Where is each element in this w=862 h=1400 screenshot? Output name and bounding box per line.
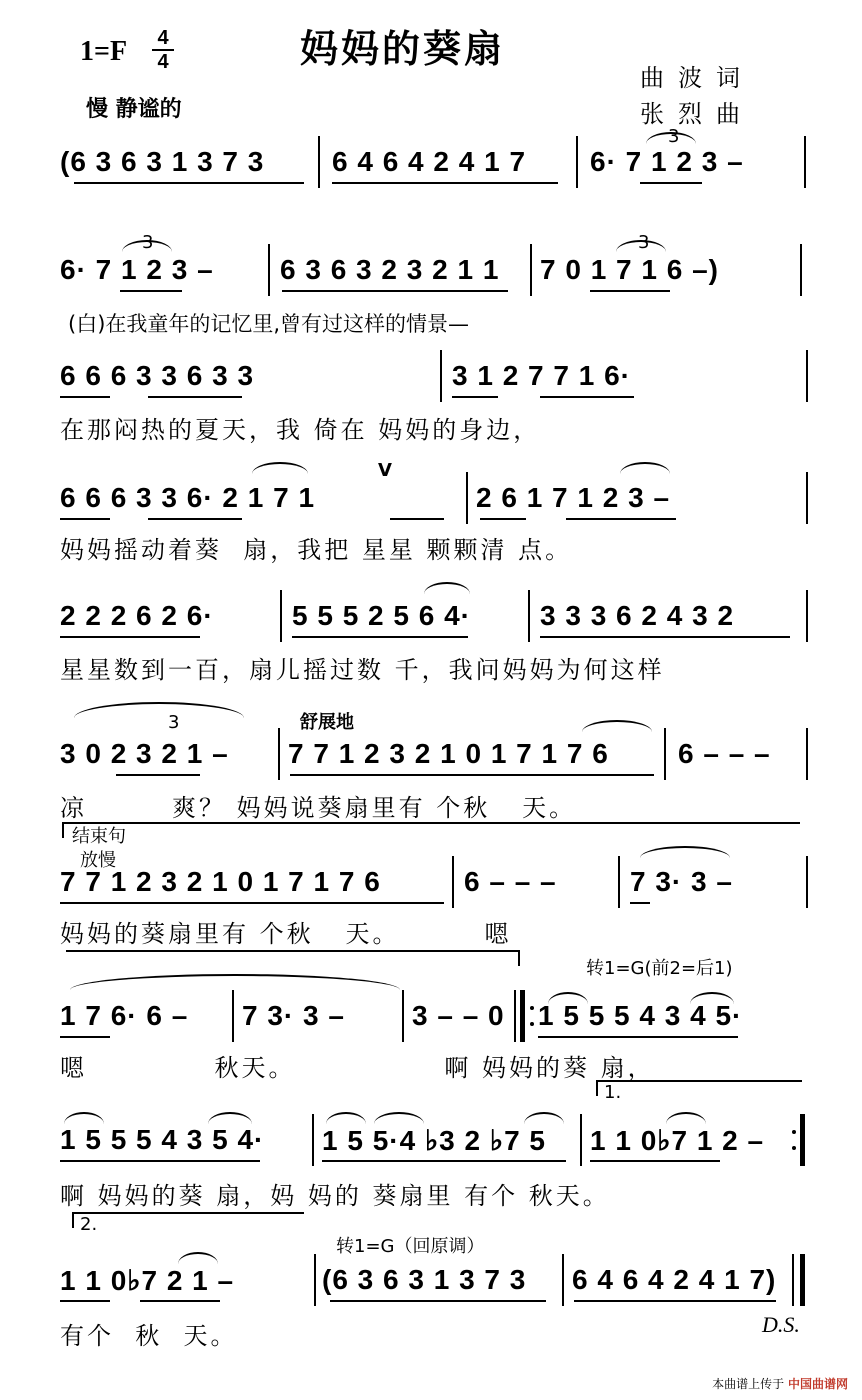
slur xyxy=(666,1112,706,1124)
dal-segno: D.S. xyxy=(762,1312,800,1337)
repeat-dot xyxy=(530,1006,534,1010)
lyric-line-2: 妈妈摇动着葵 扇，我把 星星 颗颗清 点。 xyxy=(60,536,573,564)
breath-mark: V xyxy=(378,460,392,481)
measure-chorus-1: 1 5 5 5 4 3 4 5· xyxy=(538,1000,743,1031)
underline xyxy=(590,290,670,292)
measure-tail-1: 1 7 6· 6 – xyxy=(60,1000,189,1031)
score-row-10 xyxy=(60,1264,820,1304)
measure-verse-4: 2 6 1 7 1 2 3 – xyxy=(476,482,671,513)
underline xyxy=(60,1160,260,1162)
slur xyxy=(582,720,652,732)
slur xyxy=(208,1112,252,1124)
measure-intro-4: 6· 7 1 2 3 – xyxy=(60,254,214,285)
barline xyxy=(806,350,808,402)
barline xyxy=(664,728,666,780)
barline xyxy=(792,1254,794,1306)
slow-down-label: 放慢 xyxy=(80,850,116,871)
slur xyxy=(326,1112,366,1124)
measure-intro-5: 6 3 6 3 2 3 2 1 1 xyxy=(280,254,500,285)
repeat-end xyxy=(800,1114,805,1166)
key-signature: 1=F xyxy=(80,36,128,67)
underline xyxy=(120,290,182,292)
bracket-tick xyxy=(518,950,520,966)
measure-verse-10: 6 – – – xyxy=(678,738,771,769)
underline xyxy=(538,1036,738,1038)
measure-verse-5: 2 2 2 6 2 6· xyxy=(60,600,214,631)
underline xyxy=(60,518,110,520)
barline xyxy=(514,990,516,1042)
measure-outro-1: (6 3 6 3 1 3 7 3 xyxy=(322,1264,527,1295)
slur xyxy=(252,462,308,474)
measure-intro-6: 7 0 1 7 1 6 –) xyxy=(540,254,720,285)
underline xyxy=(330,1300,546,1302)
triplet-mark: 3 xyxy=(638,232,650,253)
underline xyxy=(332,182,558,184)
modulation-mark: 转1=G(前2=后1) xyxy=(586,958,733,979)
underline xyxy=(292,636,468,638)
barline xyxy=(806,472,808,524)
measure-verse-2: 3 1 2 7 7 1 6· xyxy=(452,360,632,391)
score-row-9 xyxy=(60,1124,820,1164)
barline xyxy=(466,472,468,524)
triplet-mark: 3 xyxy=(668,126,680,147)
measure-outro-2: 6 4 6 4 2 4 1 7) xyxy=(572,1264,777,1295)
lyric-line-8: 有个 秋 天。 xyxy=(60,1322,727,1350)
underline xyxy=(590,1160,720,1162)
ending-bracket-end xyxy=(66,950,520,966)
underline xyxy=(148,518,242,520)
barline xyxy=(528,590,530,642)
barline xyxy=(576,136,578,188)
underline xyxy=(74,182,304,184)
underline xyxy=(540,396,634,398)
measure-intro-2: 6 4 6 4 2 4 1 7 xyxy=(332,146,527,177)
lyric-line-5: 妈妈的葵扇里有 个秋 天。 嗯 xyxy=(60,920,512,948)
underline xyxy=(452,396,498,398)
slur xyxy=(690,992,734,1004)
volta-1-label: 1. xyxy=(604,1082,622,1103)
barline xyxy=(800,244,802,296)
barline xyxy=(580,1114,582,1166)
site-watermark xyxy=(712,1375,848,1392)
slur xyxy=(524,1112,564,1124)
underline xyxy=(574,1300,776,1302)
barline xyxy=(318,136,320,188)
underline xyxy=(282,290,508,292)
watermark-site: 中国曲谱网 xyxy=(787,1377,848,1391)
score-row-1 xyxy=(60,146,820,186)
measure-volta-2: 1 1 0♭7 2 1 – xyxy=(60,1265,235,1296)
barline xyxy=(312,1114,314,1166)
underline xyxy=(60,636,200,638)
slur xyxy=(424,582,470,594)
tempo-marking: 慢 静谧的 xyxy=(86,97,182,122)
measure-verse-8: 3 0 2 3 2 1 – xyxy=(60,738,229,769)
barline xyxy=(440,350,442,402)
score-row-2 xyxy=(60,254,820,294)
barline xyxy=(402,990,404,1042)
triplet-mark: 3 xyxy=(168,712,180,733)
lyric-line-7: 啊 妈妈的葵 扇，妈 妈的 葵扇里 有个 秋天。 xyxy=(60,1182,610,1210)
score-row-5 xyxy=(60,600,820,640)
measure-intro-1: (6 3 6 3 1 3 7 3 xyxy=(60,146,265,177)
measure-ending-3: 7 3· 3 – xyxy=(630,866,733,897)
lyric-line-6: 嗯 秋天。 啊 妈妈的葵 扇， xyxy=(60,1054,655,1082)
measure-verse-6: 5 5 5 2 5 6 4· xyxy=(292,600,472,631)
underline xyxy=(390,518,444,520)
measure-verse-1: 6 6 6 3 3 6 3 3 xyxy=(60,360,255,391)
measure-verse-9: 7 7 1 2 3 2 1 0 1 7 1 7 6 xyxy=(288,738,609,769)
repeat-dot xyxy=(792,1146,796,1150)
score-row-6 xyxy=(60,738,820,778)
barline xyxy=(268,244,270,296)
volta-1-bracket xyxy=(596,1080,802,1096)
measure-ending-1: 7 7 1 2 3 2 1 0 1 7 1 7 6 xyxy=(60,866,381,897)
underline xyxy=(566,518,676,520)
score-row-4 xyxy=(60,482,820,522)
measure-verse-7: 3 3 3 6 2 4 3 2 xyxy=(540,600,735,631)
underline xyxy=(60,1300,110,1302)
underline xyxy=(322,1160,566,1162)
expression-relaxed: 舒展地 xyxy=(300,712,354,733)
measure-chorus-3: 1 5 5·4 ♭3 2 ♭7 5 xyxy=(322,1125,546,1156)
return-key-mark: 转1=G（回原调） xyxy=(336,1236,485,1257)
barline xyxy=(804,136,806,188)
lyric-line-4: 凉 爽？ 妈妈说葵扇里有 个秋 天。 xyxy=(60,794,577,822)
meter-bottom: 4 xyxy=(157,51,169,73)
slur xyxy=(74,702,244,718)
underline xyxy=(60,902,444,904)
slur xyxy=(374,1112,424,1124)
song-title: 妈妈的葵扇 xyxy=(300,27,506,71)
barline xyxy=(232,990,234,1042)
underline xyxy=(290,774,654,776)
ending-phrase-label: 结束句 xyxy=(72,826,126,847)
measure-verse-3: 6 6 6 3 3 6· 2 1 7 1 xyxy=(60,482,316,513)
barline xyxy=(806,856,808,908)
ending-bracket xyxy=(62,822,800,838)
underline xyxy=(60,1036,110,1038)
slur xyxy=(64,1112,104,1124)
measure-ending-2: 6 – – – xyxy=(464,866,557,897)
score-row-8 xyxy=(60,1000,820,1040)
measure-chorus-2: 1 5 5 5 4 3 5 4· xyxy=(60,1124,265,1155)
underline xyxy=(140,1300,220,1302)
underline xyxy=(148,396,242,398)
slur xyxy=(548,992,588,1004)
barline xyxy=(562,1254,564,1306)
lyric-line-1: 在那闷热的夏天，我 倚在 妈妈的身边， xyxy=(60,416,541,444)
barline xyxy=(314,1254,316,1306)
spoken-intro: (白)在我童年的记忆里,曾有过这样的情景— xyxy=(68,312,470,336)
barline xyxy=(278,728,280,780)
volta-2-label: 2. xyxy=(80,1214,98,1235)
underline xyxy=(60,396,110,398)
underline xyxy=(630,902,650,904)
repeat-start xyxy=(520,990,525,1042)
repeat-dot xyxy=(530,1022,534,1026)
lyric-line-3: 星星数到一百，扇儿摇过数 千，我问妈妈为何这样 xyxy=(60,656,665,684)
triplet-mark: 3 xyxy=(142,232,154,253)
meter-top: 4 xyxy=(157,27,169,49)
barline xyxy=(280,590,282,642)
underline xyxy=(116,774,200,776)
measure-intro-3: 6· 7 1 2 3 – xyxy=(590,146,744,177)
barline xyxy=(806,590,808,642)
underline xyxy=(480,518,526,520)
lyricist-credit: 曲波词 xyxy=(640,64,754,92)
slur xyxy=(620,462,670,474)
time-signature xyxy=(152,28,174,72)
slur xyxy=(70,974,400,990)
barline xyxy=(806,728,808,780)
measure-volta-1: 1 1 0♭7 1 2 – xyxy=(590,1125,765,1156)
barline xyxy=(618,856,620,908)
composer-credit: 张烈曲 xyxy=(640,100,754,128)
slur xyxy=(640,846,730,858)
barline xyxy=(452,856,454,908)
watermark-prefix: 本曲谱上传于 xyxy=(712,1377,785,1391)
measure-tail-2: 7 3· 3 – xyxy=(242,1000,345,1031)
underline xyxy=(640,182,702,184)
measure-tail-3: 3 – – 0 xyxy=(412,1000,505,1031)
final-barline xyxy=(800,1254,805,1306)
volta-2-bracket xyxy=(72,1212,304,1228)
underline xyxy=(540,636,790,638)
slur xyxy=(178,1252,218,1264)
score-row-7 xyxy=(60,866,820,906)
repeat-dot xyxy=(792,1130,796,1134)
barline xyxy=(530,244,532,296)
